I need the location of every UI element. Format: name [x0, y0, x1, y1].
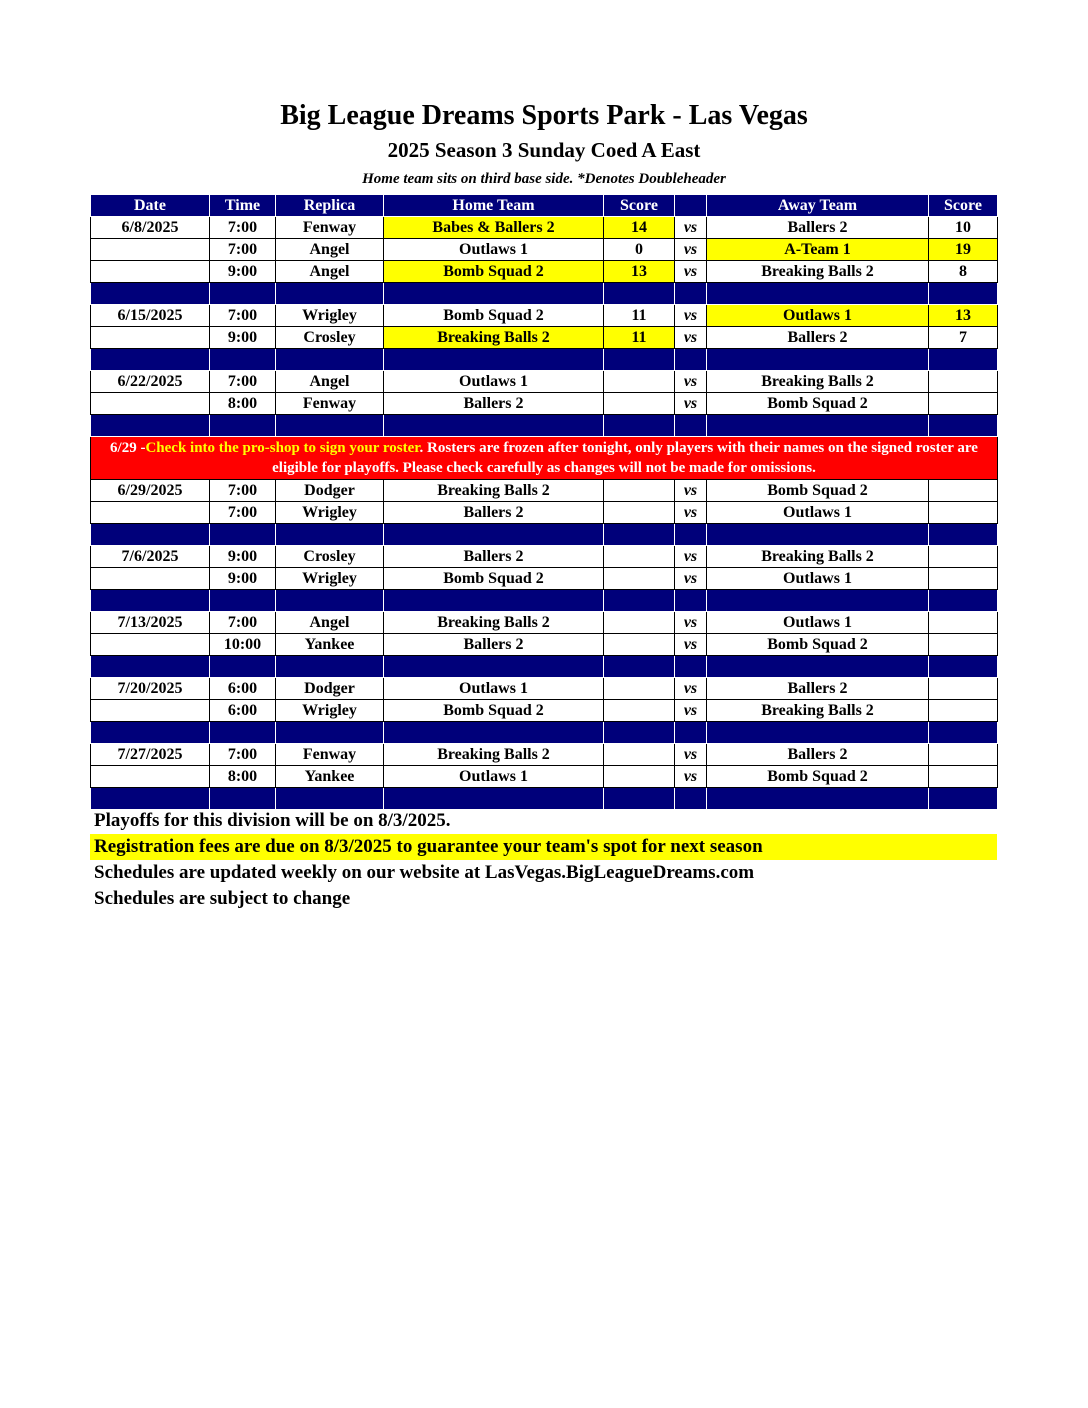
- col-header-time: Time: [210, 195, 276, 217]
- separator-cell: [929, 722, 998, 744]
- away-team-cell: Outlaws 1: [707, 568, 929, 590]
- separator-cell: [675, 722, 707, 744]
- date-cell: [91, 700, 210, 722]
- time-cell: 7:00: [210, 612, 276, 634]
- vs-cell: vs: [675, 371, 707, 393]
- separator-row: [91, 349, 998, 371]
- separator-cell: [276, 722, 384, 744]
- away-score-cell: [929, 480, 998, 502]
- separator-cell: [210, 283, 276, 305]
- vs-cell: vs: [675, 239, 707, 261]
- home-score-cell: [604, 700, 675, 722]
- vs-cell: vs: [675, 327, 707, 349]
- home-team-cell: Bomb Squad 2: [384, 568, 604, 590]
- home-score-cell: [604, 634, 675, 656]
- separator-row: [91, 524, 998, 546]
- separator-cell: [675, 524, 707, 546]
- separator-cell: [210, 656, 276, 678]
- game-row: [91, 480, 998, 502]
- separator-row: [91, 722, 998, 744]
- vs-cell: vs: [675, 612, 707, 634]
- time-cell: 9:00: [210, 327, 276, 349]
- time-cell: 8:00: [210, 393, 276, 415]
- notice-highlight: Check into the pro-shop to sign your roster: [145, 440, 420, 456]
- col-header-home-score: Score: [604, 195, 675, 217]
- separator-cell: [707, 788, 929, 810]
- field-cell: Dodger: [276, 678, 384, 700]
- separator-cell: [707, 283, 929, 305]
- separator-cell: [210, 415, 276, 437]
- separator-row: [91, 656, 998, 678]
- time-cell: 9:00: [210, 568, 276, 590]
- vs-cell: vs: [675, 480, 707, 502]
- away-team-cell: Bomb Squad 2: [707, 634, 929, 656]
- date-cell: [91, 502, 210, 524]
- playoffs-note: Playoffs for this division will be on 8/3/2025.: [94, 810, 451, 831]
- field-cell: Wrigley: [276, 305, 384, 327]
- separator-cell: [210, 788, 276, 810]
- home-team-cell: Outlaws 1: [384, 766, 604, 788]
- separator-cell: [384, 349, 604, 371]
- away-score-cell: 13: [929, 305, 998, 327]
- field-cell: Fenway: [276, 744, 384, 766]
- roster-notice-row: [91, 437, 998, 480]
- away-score-cell: [929, 393, 998, 415]
- home-score-cell: 11: [604, 305, 675, 327]
- game-row: [91, 766, 998, 788]
- separator-cell: [604, 788, 675, 810]
- time-cell: 6:00: [210, 700, 276, 722]
- separator-cell: [384, 788, 604, 810]
- separator-cell: [675, 415, 707, 437]
- time-cell: 7:00: [210, 502, 276, 524]
- away-team-cell: Bomb Squad 2: [707, 393, 929, 415]
- game-row: [91, 217, 998, 239]
- separator-cell: [91, 349, 210, 371]
- game-row: [91, 700, 998, 722]
- separator-row: [91, 590, 998, 612]
- away-team-cell: Outlaws 1: [707, 502, 929, 524]
- separator-cell: [210, 349, 276, 371]
- col-header-replica: Replica: [276, 195, 384, 217]
- home-team-cell: Bomb Squad 2: [384, 700, 604, 722]
- page-subtitle: 2025 Season 3 Sunday Coed A East: [387, 138, 701, 162]
- separator-cell: [384, 283, 604, 305]
- away-score-cell: [929, 634, 998, 656]
- vs-cell: vs: [675, 766, 707, 788]
- field-cell: Yankee: [276, 634, 384, 656]
- separator-cell: [929, 524, 998, 546]
- home-team-cell: Breaking Balls 2: [384, 327, 604, 349]
- date-cell: [91, 634, 210, 656]
- home-score-cell: [604, 744, 675, 766]
- vs-cell: vs: [675, 393, 707, 415]
- date-cell: 7/6/2025: [91, 546, 210, 568]
- separator-cell: [707, 524, 929, 546]
- separator-cell: [929, 656, 998, 678]
- time-cell: 10:00: [210, 634, 276, 656]
- separator-cell: [707, 349, 929, 371]
- schedule-body: [91, 217, 998, 810]
- game-row: [91, 568, 998, 590]
- separator-row: [91, 283, 998, 305]
- vs-cell: vs: [675, 261, 707, 283]
- time-cell: 7:00: [210, 371, 276, 393]
- vs-cell: vs: [675, 700, 707, 722]
- game-row: [91, 305, 998, 327]
- away-team-cell: Outlaws 1: [707, 305, 929, 327]
- date-cell: 6/15/2025: [91, 305, 210, 327]
- website-note: Schedules are updated weekly on our website at LasVegas.BigLeagueDreams.com: [94, 862, 755, 883]
- vs-cell: vs: [675, 546, 707, 568]
- away-score-cell: [929, 678, 998, 700]
- separator-cell: [929, 349, 998, 371]
- page-title: Big League Dreams Sports Park - Las Vegas: [280, 100, 808, 131]
- game-row: [91, 546, 998, 568]
- separator-cell: [91, 590, 210, 612]
- away-score-cell: 19: [929, 239, 998, 261]
- home-team-cell: Outlaws 1: [384, 678, 604, 700]
- separator-row: [91, 788, 998, 810]
- vs-cell: vs: [675, 305, 707, 327]
- away-team-cell: Breaking Balls 2: [707, 700, 929, 722]
- away-team-cell: Ballers 2: [707, 678, 929, 700]
- away-team-cell: Ballers 2: [707, 217, 929, 239]
- home-score-cell: [604, 393, 675, 415]
- separator-cell: [276, 349, 384, 371]
- schedule-note: Home team sits on third base side. *Denotes Doubleheader: [362, 171, 726, 187]
- game-row: [91, 371, 998, 393]
- date-cell: 6/29/2025: [91, 480, 210, 502]
- schedule-table: [90, 194, 998, 810]
- away-team-cell: Bomb Squad 2: [707, 766, 929, 788]
- away-score-cell: 10: [929, 217, 998, 239]
- field-cell: Crosley: [276, 327, 384, 349]
- field-cell: Wrigley: [276, 502, 384, 524]
- game-row: [91, 744, 998, 766]
- date-cell: [91, 568, 210, 590]
- field-cell: Angel: [276, 612, 384, 634]
- vs-cell: vs: [675, 502, 707, 524]
- home-score-cell: [604, 568, 675, 590]
- game-row: [91, 393, 998, 415]
- notice-prefix: 6/29 -: [110, 440, 146, 456]
- date-cell: [91, 766, 210, 788]
- field-cell: Yankee: [276, 766, 384, 788]
- time-cell: 7:00: [210, 480, 276, 502]
- away-score-cell: [929, 546, 998, 568]
- away-team-cell: Bomb Squad 2: [707, 480, 929, 502]
- game-row: [91, 261, 998, 283]
- separator-cell: [276, 788, 384, 810]
- home-team-cell: Bomb Squad 2: [384, 261, 604, 283]
- home-team-cell: Ballers 2: [384, 502, 604, 524]
- roster-notice: [91, 437, 998, 480]
- away-score-cell: [929, 612, 998, 634]
- home-score-cell: [604, 546, 675, 568]
- home-team-cell: Ballers 2: [384, 393, 604, 415]
- away-team-cell: Breaking Balls 2: [707, 371, 929, 393]
- separator-cell: [929, 590, 998, 612]
- separator-cell: [604, 656, 675, 678]
- time-cell: 7:00: [210, 217, 276, 239]
- separator-cell: [929, 788, 998, 810]
- time-cell: 8:00: [210, 766, 276, 788]
- date-cell: 7/20/2025: [91, 678, 210, 700]
- separator-cell: [929, 283, 998, 305]
- home-score-cell: [604, 766, 675, 788]
- change-note: Schedules are subject to change: [94, 888, 351, 909]
- separator-cell: [210, 590, 276, 612]
- separator-cell: [91, 524, 210, 546]
- separator-cell: [210, 524, 276, 546]
- game-row: [91, 612, 998, 634]
- separator-cell: [276, 415, 384, 437]
- notice-rest: . Rosters are frozen after tonight, only players with their names on the signed roster are eligible for playoffs. Please check carefully as changes will not be made for omissions.: [272, 440, 978, 476]
- away-score-cell: [929, 371, 998, 393]
- home-team-cell: Outlaws 1: [384, 371, 604, 393]
- separator-cell: [384, 524, 604, 546]
- separator-cell: [276, 524, 384, 546]
- field-cell: Fenway: [276, 393, 384, 415]
- time-cell: 7:00: [210, 305, 276, 327]
- home-score-cell: 11: [604, 327, 675, 349]
- away-score-cell: [929, 700, 998, 722]
- home-team-cell: Ballers 2: [384, 546, 604, 568]
- separator-cell: [604, 524, 675, 546]
- game-row: [91, 678, 998, 700]
- time-cell: 7:00: [210, 239, 276, 261]
- vs-cell: vs: [675, 217, 707, 239]
- away-score-cell: [929, 502, 998, 524]
- date-cell: 7/13/2025: [91, 612, 210, 634]
- away-score-cell: [929, 568, 998, 590]
- vs-cell: vs: [675, 634, 707, 656]
- field-cell: Wrigley: [276, 568, 384, 590]
- away-team-cell: Ballers 2: [707, 327, 929, 349]
- field-cell: Angel: [276, 239, 384, 261]
- separator-cell: [91, 656, 210, 678]
- vs-cell: vs: [675, 744, 707, 766]
- game-row: [91, 634, 998, 656]
- separator-row: [91, 415, 998, 437]
- separator-cell: [384, 415, 604, 437]
- date-cell: [91, 393, 210, 415]
- date-cell: 6/8/2025: [91, 217, 210, 239]
- home-score-cell: [604, 502, 675, 524]
- away-score-cell: [929, 744, 998, 766]
- date-cell: [91, 261, 210, 283]
- home-team-cell: Outlaws 1: [384, 239, 604, 261]
- table-header-row: [91, 195, 998, 217]
- field-cell: Angel: [276, 371, 384, 393]
- field-cell: Dodger: [276, 480, 384, 502]
- home-team-cell: Breaking Balls 2: [384, 612, 604, 634]
- separator-cell: [604, 415, 675, 437]
- game-row: [91, 327, 998, 349]
- col-header-date: Date: [91, 195, 210, 217]
- field-cell: Fenway: [276, 217, 384, 239]
- home-team-cell: Ballers 2: [384, 634, 604, 656]
- col-header-away-score: Score: [929, 195, 998, 217]
- field-cell: Crosley: [276, 546, 384, 568]
- separator-cell: [384, 722, 604, 744]
- home-team-cell: Breaking Balls 2: [384, 744, 604, 766]
- home-score-cell: [604, 371, 675, 393]
- col-header-vs: [675, 195, 707, 217]
- separator-cell: [707, 415, 929, 437]
- separator-cell: [675, 590, 707, 612]
- registration-note: Registration fees are due on 8/3/2025 to guarantee your team's spot for next season: [90, 834, 997, 860]
- separator-cell: [384, 590, 604, 612]
- date-cell: 6/22/2025: [91, 371, 210, 393]
- separator-cell: [707, 590, 929, 612]
- away-team-cell: Ballers 2: [707, 744, 929, 766]
- home-team-cell: Bomb Squad 2: [384, 305, 604, 327]
- date-cell: [91, 327, 210, 349]
- game-row: [91, 239, 998, 261]
- time-cell: 9:00: [210, 546, 276, 568]
- separator-cell: [91, 722, 210, 744]
- separator-cell: [604, 722, 675, 744]
- separator-cell: [604, 349, 675, 371]
- away-team-cell: Breaking Balls 2: [707, 546, 929, 568]
- home-score-cell: 0: [604, 239, 675, 261]
- away-score-cell: 8: [929, 261, 998, 283]
- away-team-cell: Outlaws 1: [707, 612, 929, 634]
- home-team-cell: Babes & Ballers 2: [384, 217, 604, 239]
- col-header-away-team: Away Team: [707, 195, 929, 217]
- time-cell: 6:00: [210, 678, 276, 700]
- home-score-cell: 13: [604, 261, 675, 283]
- separator-cell: [384, 656, 604, 678]
- separator-cell: [91, 283, 210, 305]
- separator-cell: [604, 283, 675, 305]
- separator-cell: [675, 349, 707, 371]
- home-score-cell: [604, 480, 675, 502]
- separator-cell: [707, 722, 929, 744]
- home-score-cell: 14: [604, 217, 675, 239]
- separator-cell: [276, 656, 384, 678]
- separator-cell: [276, 283, 384, 305]
- vs-cell: vs: [675, 678, 707, 700]
- home-team-cell: Breaking Balls 2: [384, 480, 604, 502]
- separator-cell: [929, 415, 998, 437]
- separator-cell: [276, 590, 384, 612]
- away-score-cell: [929, 766, 998, 788]
- vs-cell: vs: [675, 568, 707, 590]
- away-team-cell: A-Team 1: [707, 239, 929, 261]
- home-score-cell: [604, 678, 675, 700]
- time-cell: 9:00: [210, 261, 276, 283]
- separator-cell: [707, 656, 929, 678]
- separator-cell: [675, 788, 707, 810]
- separator-cell: [91, 415, 210, 437]
- separator-cell: [604, 590, 675, 612]
- date-cell: 7/27/2025: [91, 744, 210, 766]
- separator-cell: [91, 788, 210, 810]
- home-score-cell: [604, 612, 675, 634]
- game-row: [91, 502, 998, 524]
- date-cell: [91, 239, 210, 261]
- away-team-cell: Breaking Balls 2: [707, 261, 929, 283]
- field-cell: Wrigley: [276, 700, 384, 722]
- separator-cell: [675, 283, 707, 305]
- time-cell: 7:00: [210, 744, 276, 766]
- separator-cell: [675, 656, 707, 678]
- col-header-home-team: Home Team: [384, 195, 604, 217]
- field-cell: Angel: [276, 261, 384, 283]
- separator-cell: [210, 722, 276, 744]
- away-score-cell: 7: [929, 327, 998, 349]
